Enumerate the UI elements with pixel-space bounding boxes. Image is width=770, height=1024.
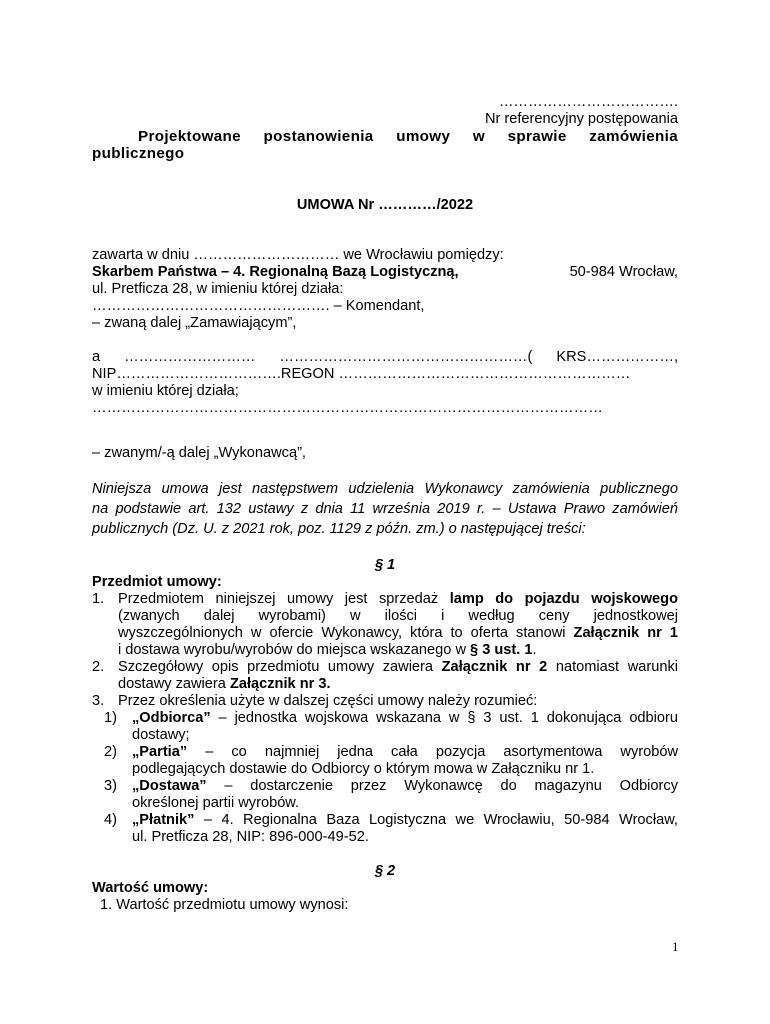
subitem-number: 1) (104, 710, 117, 726)
item-text: Szczegółowy opis przedmiotu umowy zawiera (118, 659, 442, 675)
item-text: (zwanych dalej wyrobami) w ilości i według ceny jednostkowej (118, 608, 678, 624)
preamble (92, 479, 678, 539)
item-text: wyszczególnionych w ofercie Wykonawcy, która to oferta stanowi (118, 625, 574, 641)
term: „Odbiorca” (132, 710, 211, 726)
item-text: i dostawa wyrobu/wyrobów do miejsca wskazanego w (118, 642, 471, 658)
document-page (92, 94, 678, 914)
item-bold: Załącznik nr 2 (441, 659, 548, 675)
subitem-text: – 4. Regionalna Baza Logistyczna we Wrocławiu, 50-984 Wrocław, (194, 812, 678, 828)
sub-list-item (92, 744, 678, 778)
reference-label: Nr referencyjny postępowania (484, 111, 678, 127)
document-title-line1: Projektowane postanowienia umowy w sprawie zamówienia (138, 128, 678, 145)
reference-dots: ………………………………. (498, 94, 678, 110)
sub-list-item (92, 710, 678, 744)
subitem-text: określonej partii wyrobów. (132, 795, 300, 811)
item-text: Przedmiotem niniejszej umowy jest sprzedaż (118, 591, 450, 607)
treasury-name: Skarbem Państwa – 4. Regionalną Bazą Logistyczną, (92, 264, 459, 280)
commander-line: …………………………………………. – Komendant, (92, 298, 425, 314)
concluded-line: zawarta w dniu ………………………… we Wrocławiu pomiędzy: (92, 247, 504, 263)
treasury-city: 50-984 Wrocław, (569, 264, 678, 280)
preamble-line: publicznych (Dz. U. z 2021 rok, poz. 1129 z późn. zm.) o następującej treści: (92, 521, 586, 537)
list-item (92, 591, 678, 659)
subitem-number: 2) (104, 744, 117, 760)
subitem-text: podlegających dostawie do Odbiorcy o którym mowa w Załączniku nr 1. (132, 761, 595, 777)
subitem-text: – dostarczenie przez Wykonawcę do magazynu Odbiorcy (206, 778, 678, 794)
item-text: dostawy zawiera (118, 676, 230, 692)
item-text: . (532, 642, 537, 658)
item-text: natomiast warunki (547, 659, 679, 675)
contract-number: UMOWA Nr …………/2022 (296, 197, 474, 213)
subitem-text: dostawy; (132, 727, 190, 743)
on-behalf-line: w imieniu której działa; (92, 383, 239, 399)
item-number: 3. (92, 693, 105, 709)
list-item (92, 693, 678, 710)
item-bold: lamp do pojazdu wojskowego (449, 591, 678, 607)
document-title-line2: publicznego (92, 145, 185, 162)
nip-regon-line: NIP…………………………….REGON …………………………………………………… (92, 366, 631, 382)
item-bold: Załącznik nr 3. (229, 676, 331, 692)
sub-list-item (92, 812, 678, 846)
preamble-line: na podstawie art. 132 ustawy z dnia 11 września 2019 r. – Ustawa Prawo zamówień (92, 501, 678, 517)
page-number: 1 (672, 939, 679, 954)
item-bold: § 3 ust. 1 (470, 642, 533, 658)
section-mark-2: § 2 (374, 863, 396, 879)
preamble-line: Niniejsza umowa jest następstwem udzielenia Wykonawcy zamówienia publicznego (92, 481, 678, 497)
sub-list-item (92, 778, 678, 812)
term: „Płatnik” (132, 812, 195, 828)
treasury-address: ul. Pretficza 28, w imieniu której działa: (92, 281, 344, 297)
subitem-text: – co najmniej jedna cała pozycja asortymentowa wyrobów (187, 744, 678, 760)
subitem-number: 4) (104, 812, 117, 828)
contractor-alias: – zwanym/-ą dalej „Wykonawcą”, (92, 445, 306, 461)
item-number: 1. (92, 591, 105, 607)
term: „Dostawa” (132, 778, 207, 794)
list-item (92, 659, 678, 693)
representative-dots: …………………………………………………………………………………………… (92, 400, 603, 416)
subitem-number: 3) (104, 778, 117, 794)
subitem-text: ul. Pretficza 28, NIP: 896-000-49-52. (132, 829, 369, 845)
treasury-line (92, 264, 678, 281)
section-heading-2: Wartość umowy: (92, 880, 209, 896)
section2-item: 1. Wartość przedmiotu umowy wynosi: (100, 897, 349, 913)
section-mark-1: § 1 (374, 557, 396, 573)
item-bold: Załącznik nr 1 (573, 625, 678, 641)
orderer-alias: – zwaną dalej „Zamawiającym”, (92, 315, 297, 331)
item-text: Przez określenia użyte w dalszej części umowy należy rozumieć: (118, 693, 538, 709)
contractor-line: a ……………………… ……………………………………………( KRS………………, (92, 349, 678, 365)
section-heading-1: Przedmiot umowy: (92, 574, 222, 590)
subitem-text: – jednostka wojskowa wskazana w § 3 ust. 1 dokonująca odbioru (210, 710, 678, 726)
term: „Partia” (132, 744, 188, 760)
item-number: 2. (92, 659, 105, 675)
